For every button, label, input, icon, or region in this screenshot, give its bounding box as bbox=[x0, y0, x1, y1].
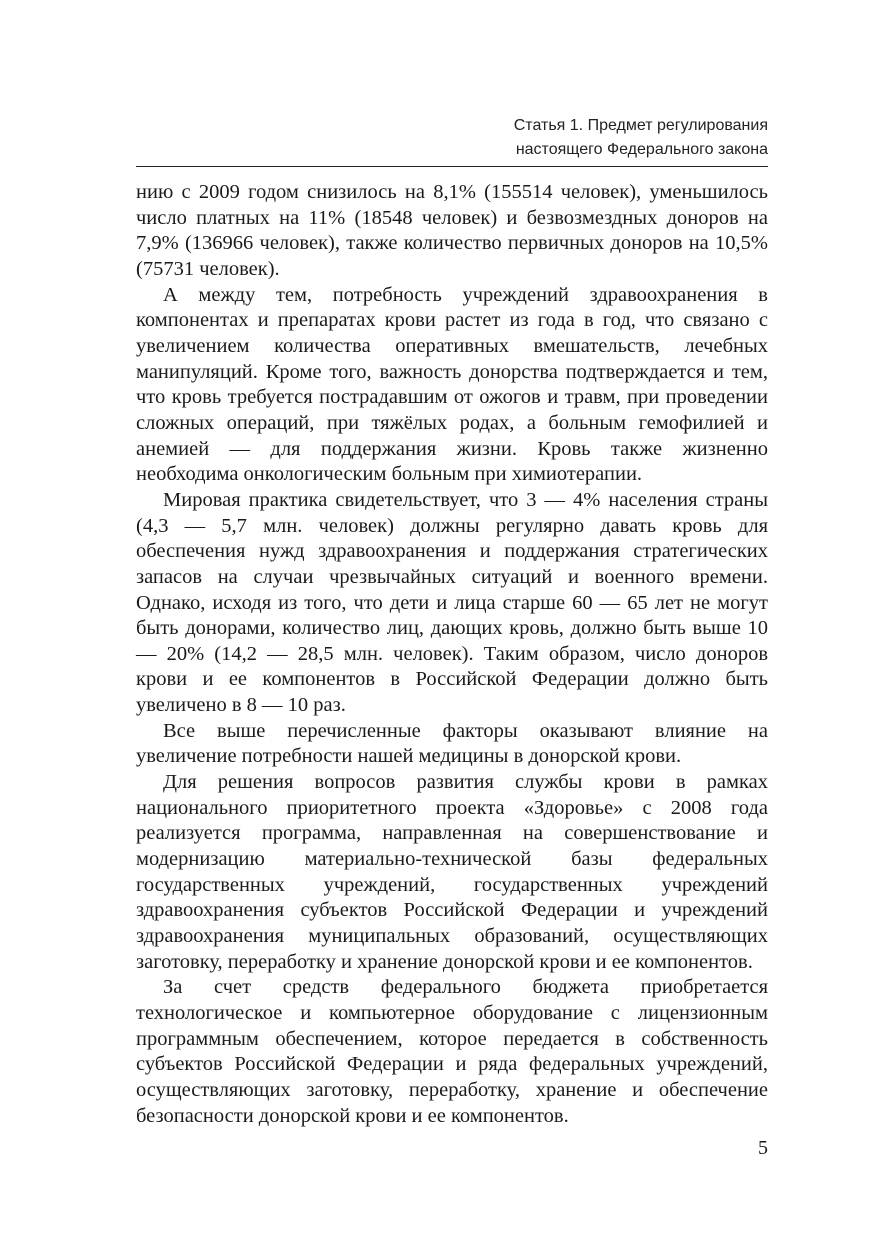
running-header-line-1: Статья 1. Предмет регулирования bbox=[513, 117, 768, 134]
paragraph: За счет средств федерального бюджета приобретается технологическое и компьютерное оборудование с лицензионным программным обеспечением, которое передается в собственность субъектов Российской Федерации и ряда федеральных учреждений, осуществляющих заготовку, переработку, хранение и обеспечение безопасности донорской крови и ее компонентов. bbox=[136, 976, 768, 1127]
running-header-line-2: настоящего Федерального закона bbox=[515, 141, 768, 158]
header-divider bbox=[136, 166, 768, 167]
body-text bbox=[136, 180, 768, 1129]
paragraph-continued: нию с 2009 годом снизилось на 8,1% (155514 человек), уменьшилось число платных на 11% (18548 человек) и безвозмездных доноров на 7,9% (136966 человек), также количество первичных доноров на 10,5% (75731 человек). bbox=[136, 181, 768, 280]
paragraph: Все выше перечисленные факторы оказывают влияние на увеличение потребности нашей медицины в донорской крови. bbox=[136, 719, 768, 768]
page-number: 5 bbox=[758, 1137, 768, 1159]
paragraph: Мировая практика свидетельствует, что 3 — 4% населения страны (4,3 — 5,7 млн. человек) должны регулярно давать кровь для обеспечения нужд здравоохранения и поддержания стратегических запасов на случаи чрезвычайных ситуаций и военного времени. Однако, исходя из того, что дети и лица старше 60 — 65 лет не могут быть донорами, количество лиц, дающих кровь, должно быть выше 10 — 20% (14,2 — 28,5 млн. человек). Таким образом, число доноров крови и ее компонентов в Российской Федерации должно быть увеличено в 8 — 10 раз. bbox=[136, 488, 768, 717]
running-header bbox=[136, 114, 768, 162]
paragraph: А между тем, потребность учреждений здравоохранения в компонентах и препаратах крови растет из года в год, что связано с увеличением количества оперативных вмешательств, лечебных манипуляций. Кроме того, важность донорства подтверждается и тем, что кровь требуется пострадавшим от ожогов и травм, при проведении сложных операций, при тяжёлых родах, а больным гемофилией и анемией — для поддержания жизни. Кровь также жизненно необходима онкологическим больным при химиотерапии. bbox=[136, 283, 768, 486]
paragraph: Для решения вопросов развития службы крови в рамках национального приоритетного проекта «Здоровье» с 2008 года реализуется программа, направленная на совершенствование и модернизацию материально-технической базы федеральных государственных учреждений, государственных учреждений здравоохранения субъектов Российской Федерации и учреждений здравоохранения муниципальных образований, осуществляющих заготовку, переработку и хранение донорской крови и ее компонентов. bbox=[136, 771, 768, 973]
